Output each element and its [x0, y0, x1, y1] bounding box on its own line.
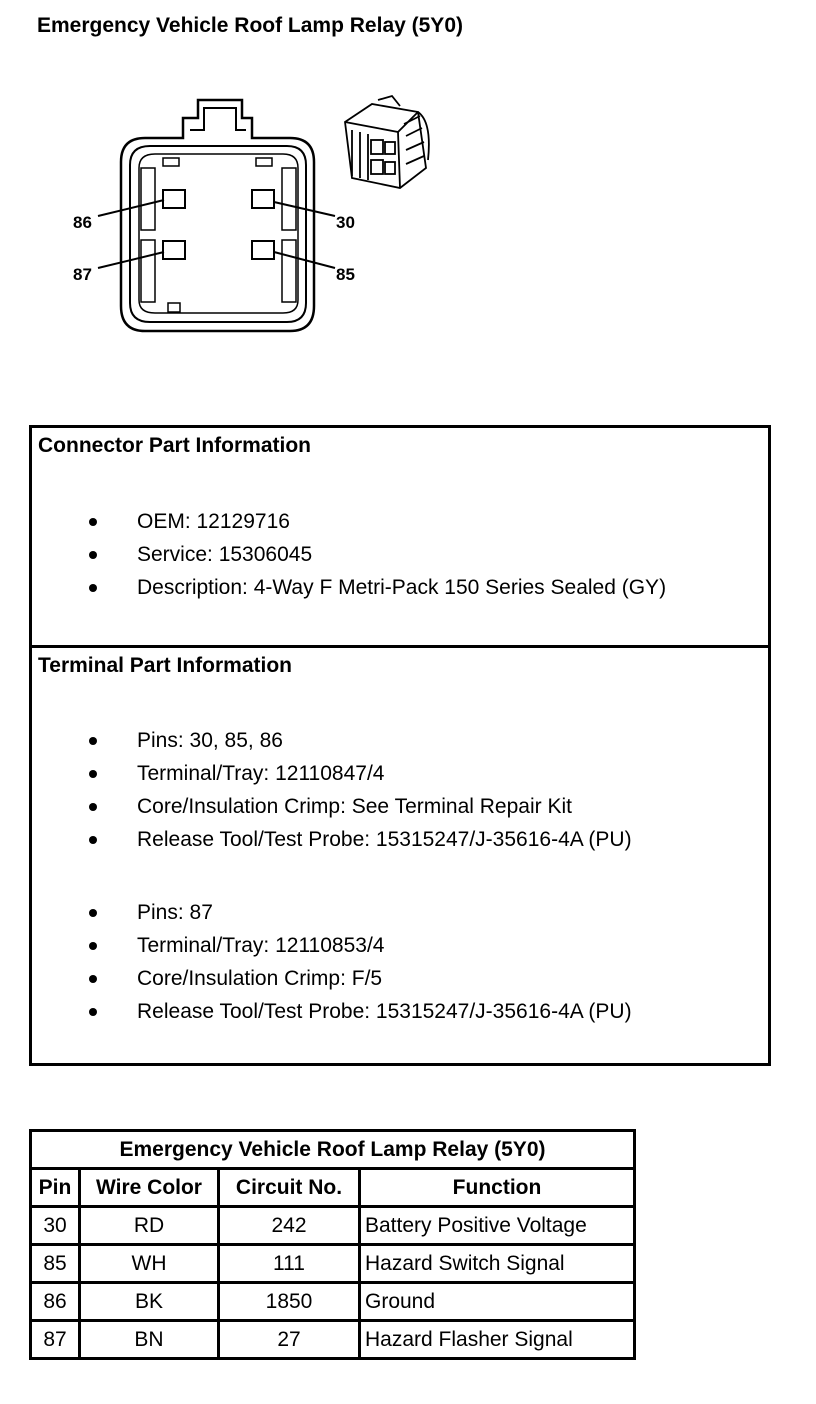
terminal-info-group-2 [32, 896, 632, 1028]
cell-wire-color: WH [80, 1245, 219, 1283]
terminal-info-heading: Terminal Part Information [38, 654, 292, 677]
cell-pin: 86 [31, 1283, 80, 1321]
pin-label-30: 30 [336, 213, 355, 232]
terminal-cavities [163, 190, 274, 259]
list-item: Service: 15306045 [32, 538, 666, 571]
list-item: Pins: 30, 85, 86 [32, 724, 632, 757]
list-item: Core/Insulation Crimp: See Terminal Repair Kit [32, 790, 632, 823]
table-row [31, 1207, 635, 1245]
pin-label-86: 86 [73, 213, 92, 232]
cell-wire-color: BK [80, 1283, 219, 1321]
connector-info-list [32, 505, 666, 604]
header-circuit-no: Circuit No. [219, 1169, 360, 1207]
page-title: Emergency Vehicle Roof Lamp Relay (5Y0) [37, 14, 463, 37]
cell-circuit-no: 27 [219, 1321, 360, 1359]
cell-pin: 30 [31, 1207, 80, 1245]
terminal-info-group-1 [32, 724, 632, 856]
connector-diagram [60, 90, 440, 340]
cell-wire-color: BN [80, 1321, 219, 1359]
cell-pin: 85 [31, 1245, 80, 1283]
list-item: Terminal/Tray: 12110847/4 [32, 757, 632, 790]
terminal-part-info [32, 645, 768, 1063]
cell-function: Hazard Flasher Signal [360, 1321, 635, 1359]
cell-wire-color: RD [80, 1207, 219, 1245]
table-caption: Emergency Vehicle Roof Lamp Relay (5Y0) [31, 1131, 635, 1169]
connector-face [121, 100, 314, 331]
list-item: Description: 4-Way F Metri-Pack 150 Series Sealed (GY) [32, 571, 666, 604]
header-pin: Pin [31, 1169, 80, 1207]
pin-label-85: 85 [336, 265, 355, 284]
connector-isometric-image [345, 96, 429, 188]
cell-function: Hazard Switch Signal [360, 1245, 635, 1283]
list-item: Release Tool/Test Probe: 15315247/J-35616-4A (PU) [32, 823, 632, 856]
list-item: Release Tool/Test Probe: 15315247/J-35616-4A (PU) [32, 995, 632, 1028]
cell-function: Battery Positive Voltage [360, 1207, 635, 1245]
table-row [31, 1321, 635, 1359]
cell-circuit-no: 242 [219, 1207, 360, 1245]
list-item: Core/Insulation Crimp: F/5 [32, 962, 632, 995]
pin-leader-lines [98, 200, 335, 268]
part-information-box [29, 425, 771, 1066]
connector-part-info [32, 428, 768, 645]
cell-circuit-no: 111 [219, 1245, 360, 1283]
header-wire-color: Wire Color [80, 1169, 219, 1207]
pin-table [29, 1129, 636, 1360]
pin-label-87: 87 [73, 265, 92, 284]
cell-pin: 87 [31, 1321, 80, 1359]
cell-circuit-no: 1850 [219, 1283, 360, 1321]
cell-function: Ground [360, 1283, 635, 1321]
list-item: Pins: 87 [32, 896, 632, 929]
table-row [31, 1283, 635, 1321]
table-row [31, 1245, 635, 1283]
list-item: Terminal/Tray: 12110853/4 [32, 929, 632, 962]
table-header-row [31, 1169, 635, 1207]
list-item: OEM: 12129716 [32, 505, 666, 538]
connector-info-heading: Connector Part Information [38, 434, 312, 457]
header-function: Function [360, 1169, 635, 1207]
